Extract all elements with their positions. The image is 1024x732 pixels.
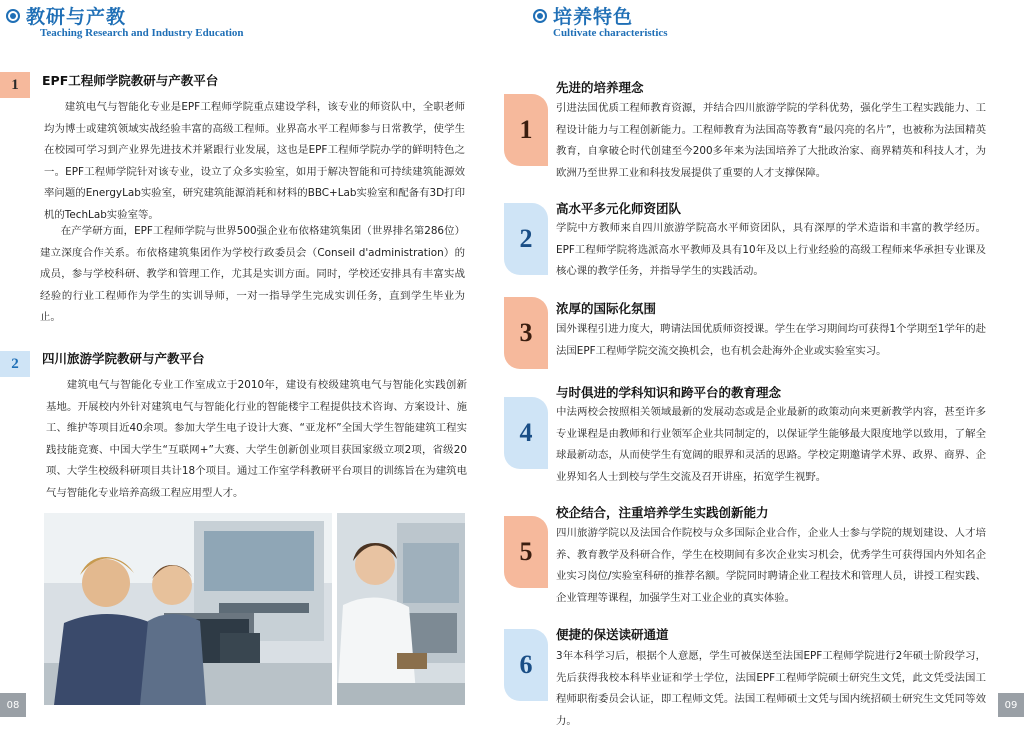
lab-technician-photo — [337, 513, 465, 705]
item-2-title: 高水平多元化师资团队 — [556, 201, 682, 216]
item-4-title: 与时俱进的学科知识和跨平台的教育理念 — [556, 385, 782, 400]
item-6-title: 便捷的保送读研通道 — [556, 627, 669, 642]
item-4-number-tab: 4 — [504, 397, 548, 469]
item-1-text: 引进法国优质工程师教育资源，并结合四川旅游学院的学科优势，强化学生工程实践能力、工程设计能力与工程创新能力。工程师教育为法国高等教育“最闪亮的名片”，也被称为法国精英教育，自拿破仑时代创建至今200多年来为法国培养了大批政治家、商界精英和科技人才，为欧洲乃至世界工业和科技发展提供了重要的人才支撑保障。 — [556, 102, 986, 179]
item-5-text: 四川旅游学院以及法国合作院校与众多国际企业合作，企业人士参与学院的规划建设、人才培养、教育教学及科研合作，学生在校期间有多次企业实习机会，优秀学生可获得国内外知名企业实习岗位/实验室科研的推荐名额。学院同时聘请企业工程技术和管理人员，讲授工程实践、企业管理等课程，加强学生对工业企业的真实体验。 — [556, 527, 986, 604]
block1-number-tab: 1 — [0, 72, 30, 98]
item-5-title: 校企结合，注重培养学生实践创新能力 — [556, 505, 769, 520]
left-section-title: 教研与产教 — [26, 6, 127, 28]
lab-technician-illustration — [337, 513, 465, 705]
item-5-number-tab: 5 — [504, 516, 548, 588]
right-page-number: 09 — [998, 693, 1024, 717]
item-1-title: 先进的培养理念 — [556, 80, 644, 95]
left-section-header — [6, 2, 126, 29]
lab-students-illustration — [44, 513, 332, 705]
circle-bullet-icon — [533, 9, 547, 23]
item-4-text: 中法两校会按照相关领域最新的发展动态或是企业最新的政策动向来更新教学内容，甚至许多专业课程是由教师和行业领军企业共同制定的，以保证学生能够最大限度地学以致用，了解全球最新动态，从而使学生有宽阔的眼界和灵活的思路。学校定期邀请学术界、政界、商界、企业界知名人士到校与学生交流及召开讲座，拓宽学生视野。 — [556, 406, 986, 483]
lab-students-photo — [44, 513, 332, 705]
right-section-title: 培养特色 — [553, 6, 634, 28]
block1-paragraph-2: 在产学研方面，EPF工程师学院与世界500强企业布依格建筑集团（世界排名第286位）建立深度合作关系。布依格建筑集团作为学校行政委员会（Conseil d'administration）的成员，参与学校科研、教学和管理工作，尤其是实训方面。同时，学校还安排具有丰富实战经验的行业工程师作为学生的实训导师，一对一指导学生完成实训任务，直到学生毕业为止。 — [40, 225, 465, 324]
block2-number-tab: 2 — [0, 351, 30, 377]
block2-paragraph-1: 建筑电气与智能化专业工作室成立于2010年，建设有校级建筑电气与智能化实践创新基地。开展校内外针对建筑电气与智能化行业的智能楼宇工程提供技术咨询、方案设计、施工、维护等项目近40余项。参加大学生电子设计大赛、“亚龙杯”全国大学生智能建筑工程实践技能竞赛、中国大学生“互联网+”大赛、大学生创新创业项目获国家级立项2项，省级20项、大学生校级科研项目共计18个项目。通过工作室学科教研平台项目的训练旨在为建筑电气与智能化专业培养高级工程应用型人才。 — [46, 379, 467, 499]
left-section-subtitle: Teaching Research and Industry Education — [40, 27, 244, 39]
block2-title: 四川旅游学院教研与产教平台 — [42, 351, 205, 366]
item-6-text: 3年本科学习后，根据个人意愿，学生可被保送至法国EPF工程师学院进行2年硕士阶段学习，先后获得我校本科毕业证和学士学位，法国EPF工程师学院硕士研究生文凭，此文凭受法国工程师职衔委员会认证，即工程师文凭。法国工程师硕士文凭与国内统招硕士研究生文凭同等效力。 — [556, 650, 986, 727]
item-2-number-tab: 2 — [504, 203, 548, 275]
item-1-number-tab: 1 — [504, 94, 548, 166]
right-section-subtitle: Cultivate characteristics — [553, 27, 668, 39]
item-3-number-tab: 3 — [504, 297, 548, 369]
item-6-number-tab: 6 — [504, 629, 548, 701]
block1-title: EPF工程师学院教研与产教平台 — [42, 73, 219, 88]
block1-paragraph-1: 建筑电气与智能化专业是EPF工程师学院重点建设学科，该专业的师资队中，全职老师均为博士或建筑领域实战经验丰富的高级工程师。业界高水平工程师参与日常教学，使学生在校园可学习到产业界先进技术并紧跟行业发展，这也是EPF工程师学院办学的鲜明特色之一。EPF工程师学院针对该专业，设立了众多实验室，如用于解决智能和可持续建筑能源效率问题的EnergyLab实验室，研究建筑能源消耗和材料的BBC+Lab实验室和配备有3D打印机的TechLab实验室等。 — [44, 101, 465, 221]
left-page-number: 08 — [0, 693, 26, 717]
circle-bullet-icon — [6, 9, 20, 23]
item-3-text: 国外课程引进力度大，聘请法国优质师资授课。学生在学习期间均可获得1个学期至1学年的赴法国EPF工程师学院交流交换机会，也有机会赴海外企业或实验室实习。 — [556, 323, 986, 357]
right-section-header — [533, 2, 633, 29]
item-2-text: 学院中方教师来自四川旅游学院高水平师资团队，具有深厚的学术造诣和丰富的教学经历。EPF工程师学院将选派高水平教师及具有10年及以上行业经验的高级工程师来华承担专业课及核心课的教学任务，并指导学生的实践活动。 — [556, 222, 986, 278]
item-3-title: 浓厚的国际化氛围 — [556, 301, 657, 316]
